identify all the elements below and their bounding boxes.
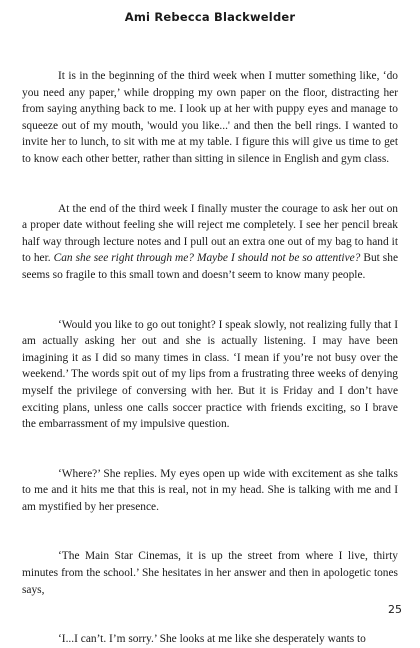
- paragraph-5: ‘The Main Star Cinemas, it is up the street from where I live, thirty minutes from the school.’ She hesitates in her answer and then in apologetic tones says,: [22, 550, 398, 596]
- page-number: 25: [388, 603, 402, 616]
- paragraph-3: ‘Would you like to go out tonight? I speak slowly, not realizing fully that I am actually asking her out and she is actually listening. I may have been imagining it as I did so many times in class. ‘I mean if you’re not busy over the weekend.’ The words spit out of my lips from a frustrating three weeks of denying myself the privilege of conversing with her. But it is Friday and I don’t have exciting plans, unless one calls soccer practice with friends exciting, so I brave the embarrassment of my impulsive question.: [22, 318, 398, 431]
- paragraph-2: [22, 201, 398, 284]
- paragraph-1: It is in the beginning of the third week when I mutter something like, ‘do you need any paper,’ while dropping my own paper on the floor, distracting her from saying anything back to me. I look up at her with puppy eyes and manage to squeeze out of my mouth, 'would you like...' and then the bell rings. I wanted to invite her to lunch, to sit with me at my table. I figure this will give us time to get to know each other better, rather than sitting in silence in English and gym class.: [22, 70, 398, 165]
- paragraph-6: ‘I...I can’t. I’m sorry.’ She looks at me like she desperately wants to: [58, 633, 366, 646]
- paragraph-4: ‘Where?’ She replies. My eyes open up wide with excitement as she talks to me and it hits me that this is real, not in my head. She is talking with me and I am mystified by her presence.: [22, 467, 398, 513]
- paragraph-2-italic-thought: Can she see right through me? Maybe I should not be so attentive?: [53, 252, 361, 265]
- paragraph-2-text-before: At the end of the third week I finally muster the courage to ask her out on a proper date without feeling she will reject me completely. I see her pencil break half way through lecture notes and I pull out an extra one out of my bag to hand it to her.: [22, 202, 398, 265]
- running-header-author: Ami Rebecca Blackwelder: [124, 10, 296, 24]
- paragraph-2-text-after: But she seems so fragile to this small town and doesn’t seem to know many people.: [22, 252, 398, 281]
- page-body: [22, 68, 398, 648]
